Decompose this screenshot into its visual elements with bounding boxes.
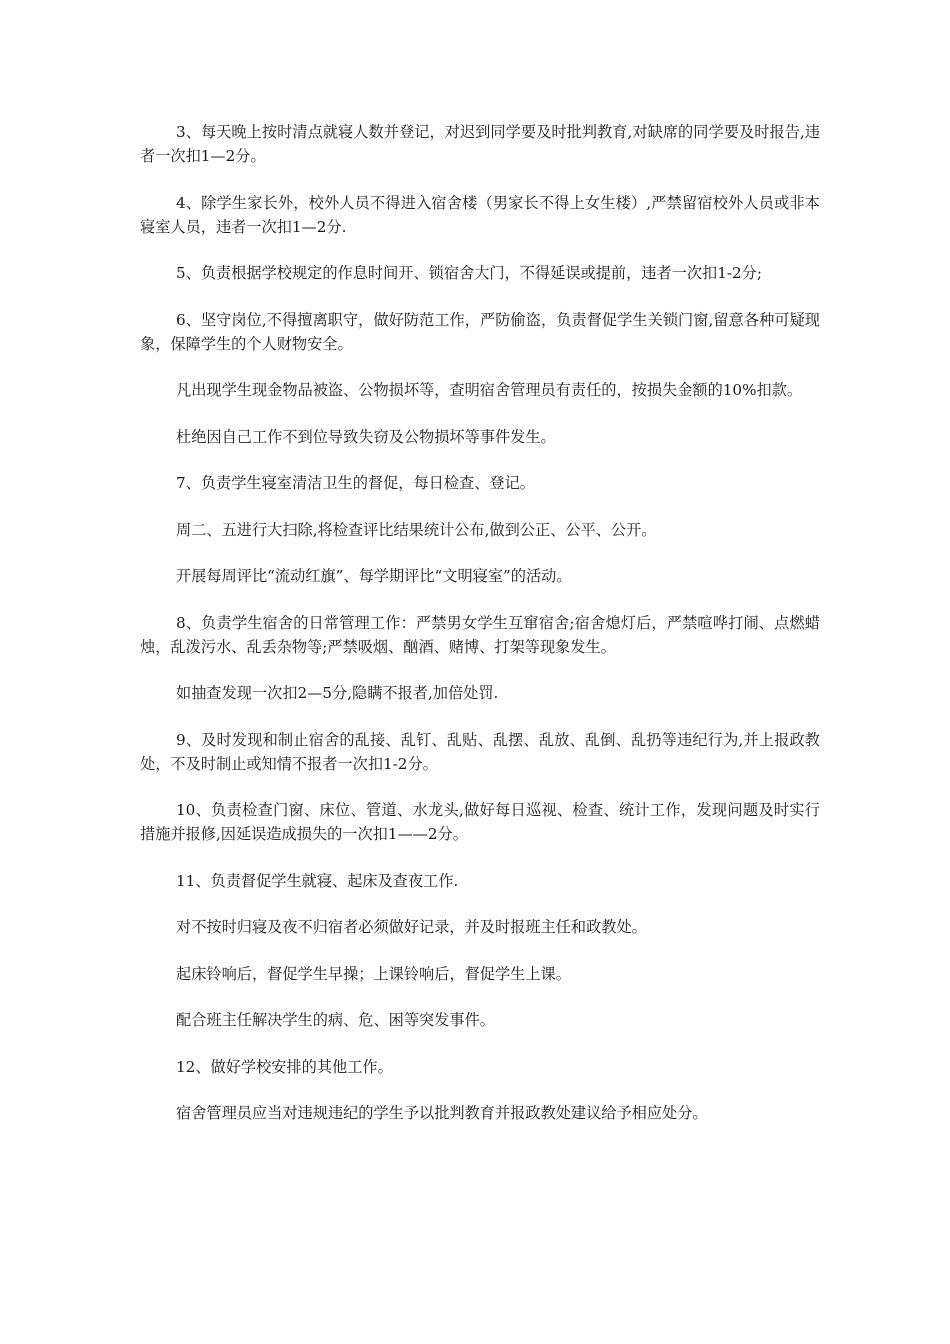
- paragraph-theft-compensation: 凡出现学生现金物品被盗、公物损坏等，查明宿舍管理员有责任的，按损失金额的10%扣款。: [176, 381, 803, 399]
- paragraph-rule-5: 5、负责根据学校规定的作息时间开、锁宿舍大门，不得延误或提前，违者一次扣1-2分;: [176, 264, 762, 282]
- paragraph-rule-4: 4、除学生家长外，校外人员不得进入宿舍楼（男家长不得上女生楼）,严禁留宿校外人员或非本寝室人员，违者一次扣1—2分.: [140, 193, 820, 236]
- paragraph-rule-6: 6、坚守岗位,不得擅离职守，做好防范工作，严防偷盗，负责督促学生关锁门窗,留意各种可疑现象，保障学生的个人财物安全。: [140, 310, 820, 353]
- paragraph-emergencies: 配合班主任解决学生的病、危、困等突发事件。: [176, 1011, 495, 1029]
- document-body: [140, 120, 820, 1148]
- paragraph-rule-9: 9、及时发现和制止宿舍的乱接、乱钉、乱贴、乱摆、乱放、乱倒、乱扔等违纪行为,并上报政教处，不及时制止或知情不报者一次扣1-2分。: [140, 730, 820, 773]
- paragraph-prevention: 杜绝因自己工作不到位导致失窃及公物损坏等事件发生。: [176, 427, 556, 446]
- paragraph-discipline: 宿舍管理员应当对违规违纪的学生予以批判教育并报政教处建议给予相应处分。: [176, 1104, 708, 1122]
- paragraph-rule-7: 7、负责学生寝室清洁卫生的督促，每日检查、登记。: [176, 474, 535, 492]
- paragraph-penalty: 如抽查发现一次扣2—5分,隐瞒不报者,加倍处罚.: [176, 684, 499, 702]
- paragraph-rule-3: 3、每天晚上按时清点就寝人数并登记，对迟到同学要及时批判教育,对缺席的同学要及时报告,违者一次扣1—2分。: [140, 123, 820, 165]
- paragraph-rule-12: 12、做好学校安排的其他工作。: [176, 1057, 393, 1076]
- paragraph-rule-8: 8、负责学生宿舍的日常管理工作：严禁男女学生互窜宿舍;宿舍熄灯后，严禁喧哗打闹、点燃蜡烛，乱泼污水、乱丢杂物等;严禁吸烟、酗酒、赌博、打架等现象发生。: [140, 613, 820, 656]
- paragraph-night-check: 对不按时归寝及夜不归宿者必须做好记录，并及时报班主任和政教处。: [176, 918, 647, 936]
- paragraph-evaluation: 开展每周评比“流动红旗”、每学期评比“文明寝室”的活动。: [176, 567, 572, 585]
- paragraph-rule-10: 10、负责检查门窗、床位、管道、水龙头,做好每日巡视、检查、统计工作，发现问题及时实行措施并报修,因延误造成损失的一次扣1——2分。: [140, 801, 820, 843]
- paragraph-morning-routine: 起床铃响后，督促学生早操；上课铃响后，督促学生上课。: [176, 964, 571, 983]
- paragraph-cleaning-schedule: 周二、五进行大扫除,将检查评比结果统计公布,做到公正、公平、公开。: [176, 520, 657, 539]
- paragraph-rule-11: 11、负责督促学生就寝、起床及查夜工作.: [176, 871, 459, 890]
